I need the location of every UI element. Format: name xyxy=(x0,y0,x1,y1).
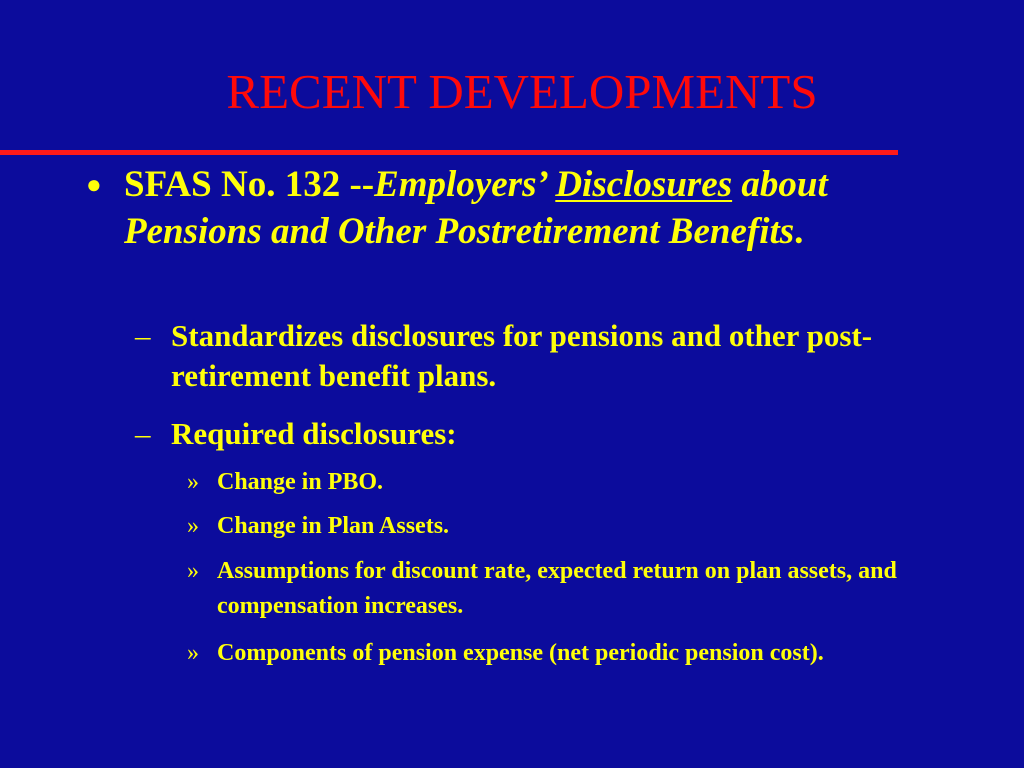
disclosure-marker: » xyxy=(187,558,199,584)
title-divider xyxy=(0,150,898,155)
subpoint-text: Required disclosures: xyxy=(171,416,457,451)
bullet-marker: ● xyxy=(86,170,102,199)
subpoint-text: Standardizes disclosures for pensions and other post-retirement benefit plans. xyxy=(171,318,873,393)
disclosure-item xyxy=(187,636,917,671)
disclosure-item xyxy=(187,509,917,544)
disclosure-text: Components of pension expense (net periodic pension cost). xyxy=(217,640,824,666)
bullet-italic-underlined: Disclosures xyxy=(555,164,733,205)
disclosure-text: Change in Plan Assets. xyxy=(217,513,450,539)
disclosure-marker: » xyxy=(187,469,199,495)
disclosure-marker: » xyxy=(187,640,199,666)
disclosure-item xyxy=(187,465,917,500)
bullet-sfas-132 xyxy=(86,161,914,255)
slide-title: RECENT DEVELOPMENTS xyxy=(226,64,818,119)
disclosure-text: Assumptions for discount rate, expected return on plan assets, and compensation increases. xyxy=(217,558,897,619)
subpoint-required xyxy=(135,414,911,454)
subpoint-standardizes xyxy=(135,316,911,396)
bullet-italic-b: about Pensions and Other Postretirement Benefits xyxy=(124,164,828,252)
bullet-italic-a: Employers’ xyxy=(374,164,556,205)
disclosure-marker: » xyxy=(187,513,199,539)
subpoint-marker: – xyxy=(135,416,151,451)
disclosure-text: Change in PBO. xyxy=(217,469,384,495)
disclosure-item xyxy=(187,554,917,624)
bullet-prefix: SFAS No. 132 -- xyxy=(124,164,375,205)
subpoint-marker: – xyxy=(135,318,151,353)
bullet-suffix: . xyxy=(794,211,804,252)
